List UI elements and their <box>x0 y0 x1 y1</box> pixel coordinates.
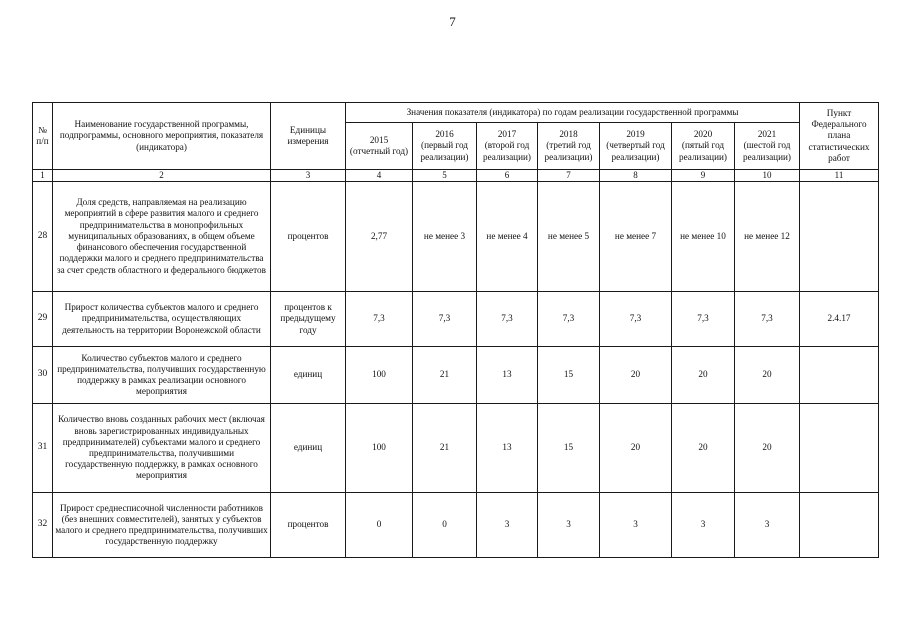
header-year-value: 2017 <box>497 129 517 140</box>
unit-of-measure: процентов <box>271 182 346 292</box>
header-year-2020 <box>672 123 735 170</box>
indicator-value: не менее 12 <box>735 182 800 292</box>
column-number-row <box>33 170 879 182</box>
unit-of-measure: единиц <box>271 347 346 404</box>
column-number: 2 <box>53 170 271 182</box>
column-number: 10 <box>735 170 800 182</box>
header-year-2018 <box>538 123 600 170</box>
indicator-value: 7,3 <box>346 292 413 347</box>
indicator-value: 7,3 <box>735 292 800 347</box>
indicator-value: 20 <box>600 404 672 493</box>
indicator-value: 3 <box>477 493 538 558</box>
header-year-value: 2016 <box>435 129 454 140</box>
column-number: 6 <box>477 170 538 182</box>
indicator-name: Количество вновь созданных рабочих мест (включая вновь зарегистрированных индивидуальных предпринимателей) субъектами малого и среднего предпринимательства, получившими государственную поддержку, в рамках основного мероприятия <box>53 404 271 493</box>
indicator-value: 15 <box>538 347 600 404</box>
table-row <box>33 292 879 347</box>
indicator-value: 3 <box>600 493 672 558</box>
federal-plan-item <box>800 182 879 292</box>
header-year-note: (первый год реализации) <box>420 140 469 162</box>
indicator-value: не менее 10 <box>672 182 735 292</box>
row-number: 31 <box>33 404 53 493</box>
page-number: 7 <box>449 14 456 29</box>
column-number: 7 <box>538 170 600 182</box>
header-year-value: 2020 <box>693 129 713 140</box>
indicator-value: 20 <box>672 404 735 493</box>
header-federal: Пункт Федерального плана статистических работ <box>800 103 879 170</box>
header-year-note: (пятый год реализации) <box>679 140 727 162</box>
row-number: 30 <box>33 347 53 404</box>
indicator-value: не менее 4 <box>477 182 538 292</box>
indicator-value: 100 <box>346 347 413 404</box>
header-year-value: 2021 <box>757 129 777 140</box>
indicator-value: 13 <box>477 404 538 493</box>
indicator-value: 7,3 <box>672 292 735 347</box>
column-number: 4 <box>346 170 413 182</box>
column-number: 9 <box>672 170 735 182</box>
indicator-value: не менее 5 <box>538 182 600 292</box>
table-row <box>33 404 879 493</box>
table-row <box>33 493 879 558</box>
table-row <box>33 347 879 404</box>
header-year-note: (отчетный год) <box>349 146 409 156</box>
indicator-value: 20 <box>735 347 800 404</box>
indicator-value: 0 <box>413 493 477 558</box>
header-year-note: (шестой год реализации) <box>743 140 791 162</box>
indicator-name: Прирост количества субъектов малого и среднего предпринимательства, осуществляющих деятельность на территории Воронежской области <box>53 292 271 347</box>
unit-of-measure: процентов к предыдущему году <box>271 292 346 347</box>
indicator-value: 3 <box>538 493 600 558</box>
indicator-name: Количество субъектов малого и среднего предпринимательства, получивших государственную поддержку в рамках реализации основного мероприятия <box>53 347 271 404</box>
indicator-value: 2,77 <box>346 182 413 292</box>
header-year-value: 2015 <box>369 134 389 145</box>
indicator-value: 20 <box>672 347 735 404</box>
federal-plan-item <box>800 347 879 404</box>
header-year-note: (четвертый год реализации) <box>606 140 665 162</box>
indicator-value: не менее 7 <box>600 182 672 292</box>
header-values-group: Значения показателя (индикатора) по годам реализации государственной программы <box>346 103 800 123</box>
header-name: Наименование государственной программы, подпрограммы, основного мероприятия, показателя (индикатора) <box>53 103 271 170</box>
indicator-value: 3 <box>672 493 735 558</box>
table-row <box>33 182 879 292</box>
indicator-value: не менее 3 <box>413 182 477 292</box>
indicator-value: 7,3 <box>477 292 538 347</box>
row-number: 29 <box>33 292 53 347</box>
header-year-2016 <box>413 123 477 170</box>
indicator-value: 21 <box>413 404 477 493</box>
indicator-value: 15 <box>538 404 600 493</box>
header-year-2021 <box>735 123 800 170</box>
column-number: 11 <box>800 170 879 182</box>
column-number: 1 <box>33 170 53 182</box>
indicator-value: 0 <box>346 493 413 558</box>
indicator-value: 7,3 <box>600 292 672 347</box>
indicator-name: Прирост среднесписочной численности работников (без внешних совместителей), занятых у субъектов малого и среднего предпринимательства, получивших государственную поддержку <box>53 493 271 558</box>
header-year-note: (второй год реализации) <box>483 140 531 162</box>
indicator-value: 7,3 <box>413 292 477 347</box>
row-number: 28 <box>33 182 53 292</box>
indicator-value: 13 <box>477 347 538 404</box>
indicators-table <box>32 102 879 558</box>
column-number: 5 <box>413 170 477 182</box>
header-year-note: (третий год реализации) <box>544 140 593 162</box>
header-unit: Единицы измерения <box>271 103 346 170</box>
header-year-2019 <box>600 123 672 170</box>
indicator-value: 20 <box>735 404 800 493</box>
indicator-value: 20 <box>600 347 672 404</box>
indicator-value: 21 <box>413 347 477 404</box>
header-year-2015 <box>346 123 413 170</box>
indicator-value: 7,3 <box>538 292 600 347</box>
indicator-value: 100 <box>346 404 413 493</box>
header-row-top <box>33 103 879 123</box>
unit-of-measure: единиц <box>271 404 346 493</box>
unit-of-measure: процентов <box>271 493 346 558</box>
column-number: 3 <box>271 170 346 182</box>
header-num: № п/п <box>33 103 53 170</box>
federal-plan-item <box>800 493 879 558</box>
indicator-name: Доля средств, направляемая на реализацию мероприятий в сфере развития малого и среднего предпринимательства в монопрофильных муниципальных образованиях, в общем объеме финансового обеспечения государственной поддержки малого и среднего предпринимательства за счет средств областного и федерального бюджетов <box>53 182 271 292</box>
federal-plan-item <box>800 404 879 493</box>
header-year-value: 2018 <box>559 129 578 140</box>
header-year-2017 <box>477 123 538 170</box>
column-number: 8 <box>600 170 672 182</box>
federal-plan-item: 2.4.17 <box>800 292 879 347</box>
row-number: 32 <box>33 493 53 558</box>
header-year-value: 2019 <box>626 129 645 140</box>
indicator-value: 3 <box>735 493 800 558</box>
